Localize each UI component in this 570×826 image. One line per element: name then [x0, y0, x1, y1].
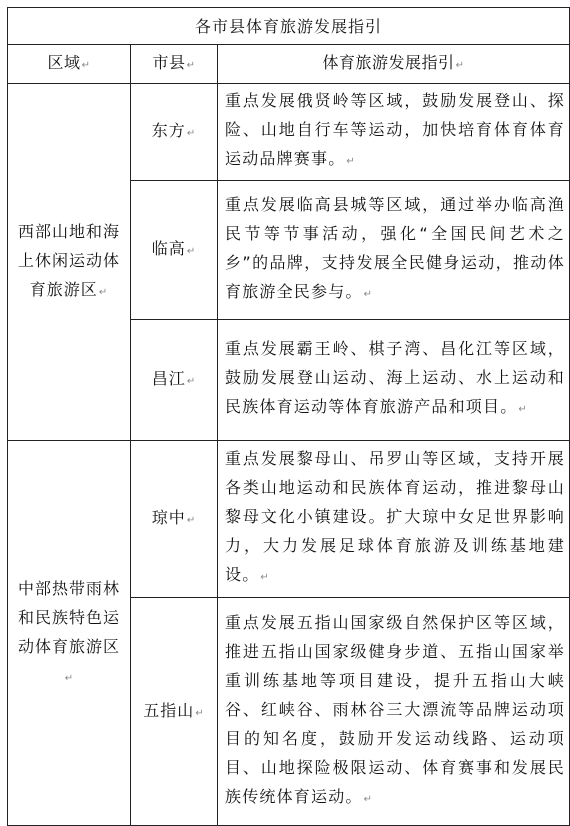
county-cell: 东方↵ [131, 84, 218, 181]
table-row [8, 441, 570, 598]
header-region: 区域↵ [8, 45, 131, 84]
county-cell: 临高↵ [131, 181, 218, 320]
table-title-row [8, 8, 570, 45]
guide-cell: 重点发展霸王岭、棋子湾、昌化江等区域，鼓励发展登山运动、海上运动、水上运动和民族体育运动等体育旅游产品和项目。↵ [218, 320, 570, 441]
county-guide-table [7, 7, 570, 826]
county-cell: 五指山↵ [131, 598, 218, 826]
header-guide: 体育旅游发展指引↵ [218, 45, 570, 84]
table-row [8, 84, 570, 181]
guide-cell: 重点发展五指山国家级自然保护区等区域，推进五指山国家级健身步道、五指山国家举重训练基地等项目建设，提升五指山大峡谷、红峡谷、雨林谷三大漂流等品牌运动项目的知名度，鼓励开发运动线路、运动项目、山地探险极限运动、体育赛事和发展民族传统体育运动。↵ [218, 598, 570, 826]
region-west: 西部山地和海上休闲运动体育旅游区↵ [8, 84, 131, 441]
header-row [8, 45, 570, 84]
table-title: 各市县体育旅游发展指引 [8, 8, 570, 45]
region-central: 中部热带雨林和民族特色运动体育旅游区↵ [8, 441, 131, 826]
guide-cell: 重点发展临高县城等区域，通过举办临高渔民节等节事活动，强化“全国民间艺术之乡”的品牌，支持发展全民健身运动，推动体育旅游全民参与。↵ [218, 181, 570, 320]
guide-cell: 重点发展俄贤岭等区域，鼓励发展登山、探险、山地自行车等运动，加快培育体育体育运动品牌赛事。↵ [218, 84, 570, 181]
county-cell: 昌江↵ [131, 320, 218, 441]
county-cell: 琼中↵ [131, 441, 218, 598]
header-county: 市县↵ [131, 45, 218, 84]
guide-cell: 重点发展黎母山、吊罗山等区域，支持开展各类山地运动和民族体育运动，推进黎母山黎母文化小镇建设。扩大琼中女足世界影响力，大力发展足球体育旅游及训练基地建设。↵ [218, 441, 570, 598]
